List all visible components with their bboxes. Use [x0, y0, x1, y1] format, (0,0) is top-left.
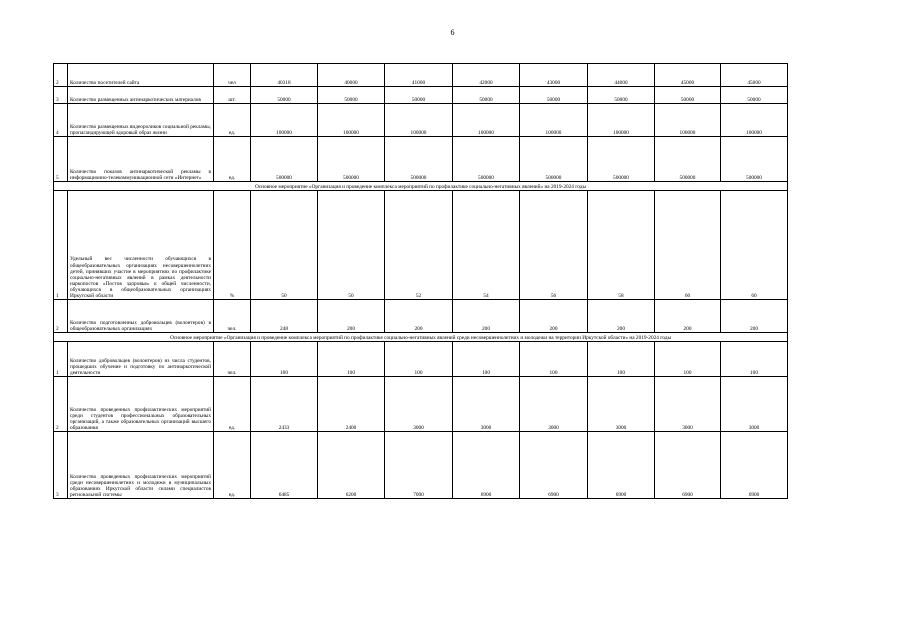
indicator-value: 100000 [385, 104, 453, 137]
indicator-value: 100000 [453, 104, 520, 137]
section-row [54, 333, 788, 342]
page-number: 6 [450, 28, 455, 37]
section-title: Основное мероприятие «Организация и проведение комплекса мероприятий по профилактике социально-негативных явлений» на 2019-2024 годы [54, 182, 788, 191]
indicator-value: 2433 [251, 377, 318, 432]
indicator-value: 54 [453, 191, 520, 300]
indicator-value: 7000 [385, 432, 453, 499]
row-number: 3 [54, 432, 68, 499]
table-row [54, 432, 788, 499]
indicator-value: 45000 [655, 64, 721, 87]
indicator-value: 40318 [251, 64, 318, 87]
indicator-value: 6485 [251, 432, 318, 499]
indicator-value: 6200 [318, 432, 385, 499]
row-number: 2 [54, 300, 68, 333]
indicator-value: 45000 [721, 64, 788, 87]
row-number: 2 [54, 64, 68, 87]
row-number: 1 [54, 191, 68, 300]
unit-of-measure: шт. [214, 87, 251, 104]
table-row [54, 342, 788, 377]
row-number: 2 [54, 377, 68, 432]
indicator-description: Удельный вес численности обучающихся в общеобразовательных организациях несовершеннолетних детей, принявших участие в мероприятиях по профилактике социально-негативных явлений в рамках деятельности наркопостов «Постов здоровья» к общей численности, обучающихся в общеобразовательных организациях Иркутской области [68, 191, 214, 300]
row-number: 1 [54, 342, 68, 377]
indicator-value: 200 [721, 300, 788, 333]
indicator-value: 60 [655, 191, 721, 300]
indicator-value: 6900 [588, 432, 655, 499]
unit-of-measure: чел [214, 64, 251, 87]
indicator-value: 44000 [588, 64, 655, 87]
indicator-value: 40000 [318, 64, 385, 87]
unit-of-measure: ед. [214, 137, 251, 182]
indicator-value: 500000 [318, 137, 385, 182]
indicator-value: 500000 [520, 137, 588, 182]
indicator-description: Количество подготовленных добровольцев (волонтеров) в общеобразовательных организациях [68, 300, 214, 333]
indicator-value: 500000 [385, 137, 453, 182]
indicator-value: 52 [385, 191, 453, 300]
unit-of-measure: чел. [214, 300, 251, 333]
indicator-value: 200 [318, 300, 385, 333]
indicator-value: 100000 [655, 104, 721, 137]
table-row [54, 137, 788, 182]
table-row [54, 87, 788, 104]
indicator-value: 50000 [251, 87, 318, 104]
indicator-value: 50000 [318, 87, 385, 104]
section-row [54, 182, 788, 191]
indicator-value: 6900 [453, 432, 520, 499]
table-row [54, 64, 788, 87]
indicator-description: Количество показов антинаркотической рекламы в информационно-телекоммуникационной сети «Интернет» [68, 137, 214, 182]
indicator-value: 42000 [453, 64, 520, 87]
indicator-value: 500000 [655, 137, 721, 182]
indicator-description: Количество проведенных профилактических мероприятий среди студентов профессиональных образовательных организаций, а также образовательных организаций высшего образования [68, 377, 214, 432]
table-row [54, 191, 788, 300]
indicator-value: 50 [318, 191, 385, 300]
indicator-value: 41000 [385, 64, 453, 87]
indicator-value: 56 [520, 191, 588, 300]
indicator-value: 500000 [721, 137, 788, 182]
indicator-value: 60 [721, 191, 788, 300]
indicator-value: 100000 [520, 104, 588, 137]
indicator-value: 3000 [721, 377, 788, 432]
indicator-description: Количество размещенных видеороликов социальной рекламы, пропагандирующей здоровый образ жизни [68, 104, 214, 137]
table-row [54, 377, 788, 432]
indicator-value: 500000 [588, 137, 655, 182]
indicator-value: 200 [453, 300, 520, 333]
indicator-value: 3000 [655, 377, 721, 432]
indicator-value: 100000 [318, 104, 385, 137]
unit-of-measure: ед. [214, 377, 251, 432]
indicators-table [53, 63, 788, 499]
indicator-value: 50000 [453, 87, 520, 104]
indicator-value: 3000 [385, 377, 453, 432]
row-number: 4 [54, 104, 68, 137]
indicator-value: 100 [721, 342, 788, 377]
row-number: 5 [54, 137, 68, 182]
indicator-value: 2400 [318, 377, 385, 432]
indicator-value: 6900 [655, 432, 721, 499]
table-row [54, 300, 788, 333]
indicator-value: 200 [588, 300, 655, 333]
row-number: 3 [54, 87, 68, 104]
indicator-description: Количество посетителей сайта [68, 64, 214, 87]
indicator-value: 100 [655, 342, 721, 377]
indicator-value: 500000 [453, 137, 520, 182]
indicator-value: 100 [251, 342, 318, 377]
indicator-value: 100000 [588, 104, 655, 137]
indicator-value: 200 [520, 300, 588, 333]
indicator-value: 100 [453, 342, 520, 377]
indicator-value: 6900 [721, 432, 788, 499]
unit-of-measure: ед. [214, 432, 251, 499]
indicator-value: 50000 [385, 87, 453, 104]
indicator-value: 58 [588, 191, 655, 300]
indicator-value: 200 [385, 300, 453, 333]
indicator-value: 500000 [251, 137, 318, 182]
table-row [54, 104, 788, 137]
indicator-value: 50 [251, 191, 318, 300]
indicator-value: 248 [251, 300, 318, 333]
indicator-value: 200 [655, 300, 721, 333]
indicator-value: 50000 [655, 87, 721, 104]
indicator-description: Количество размещенных антинаркотических материалов [68, 87, 214, 104]
unit-of-measure: % [214, 191, 251, 300]
indicator-value: 50000 [721, 87, 788, 104]
indicator-value: 50000 [588, 87, 655, 104]
section-title: Основное мероприятие «Организация и проведение комплекса мероприятий по профилактике социально-негативных явлений среди несовершеннолетних и молодежи на территории Иркутской области» на 2019-2024 годы [54, 333, 788, 342]
unit-of-measure: чел. [214, 342, 251, 377]
indicator-value: 100 [520, 342, 588, 377]
indicator-value: 100 [588, 342, 655, 377]
indicator-description: Количество добровольцев (волонтеров) из числа студентов, прошедших обучение и подготовку по антинаркотической деятельности [68, 342, 214, 377]
indicator-value: 100 [385, 342, 453, 377]
indicator-value: 100000 [721, 104, 788, 137]
indicator-value: 3000 [453, 377, 520, 432]
indicator-value: 100 [318, 342, 385, 377]
indicator-description: Количество проведенных профилактических мероприятий среди несовершеннолетних и молодежи в муниципальных образованиях Иркутской области силами специалистов региональной системы [68, 432, 214, 499]
unit-of-measure: ед. [214, 104, 251, 137]
indicator-value: 50000 [520, 87, 588, 104]
indicator-value: 3000 [588, 377, 655, 432]
indicator-value: 3000 [520, 377, 588, 432]
indicator-value: 6900 [520, 432, 588, 499]
indicator-value: 43000 [520, 64, 588, 87]
indicator-value: 100000 [251, 104, 318, 137]
